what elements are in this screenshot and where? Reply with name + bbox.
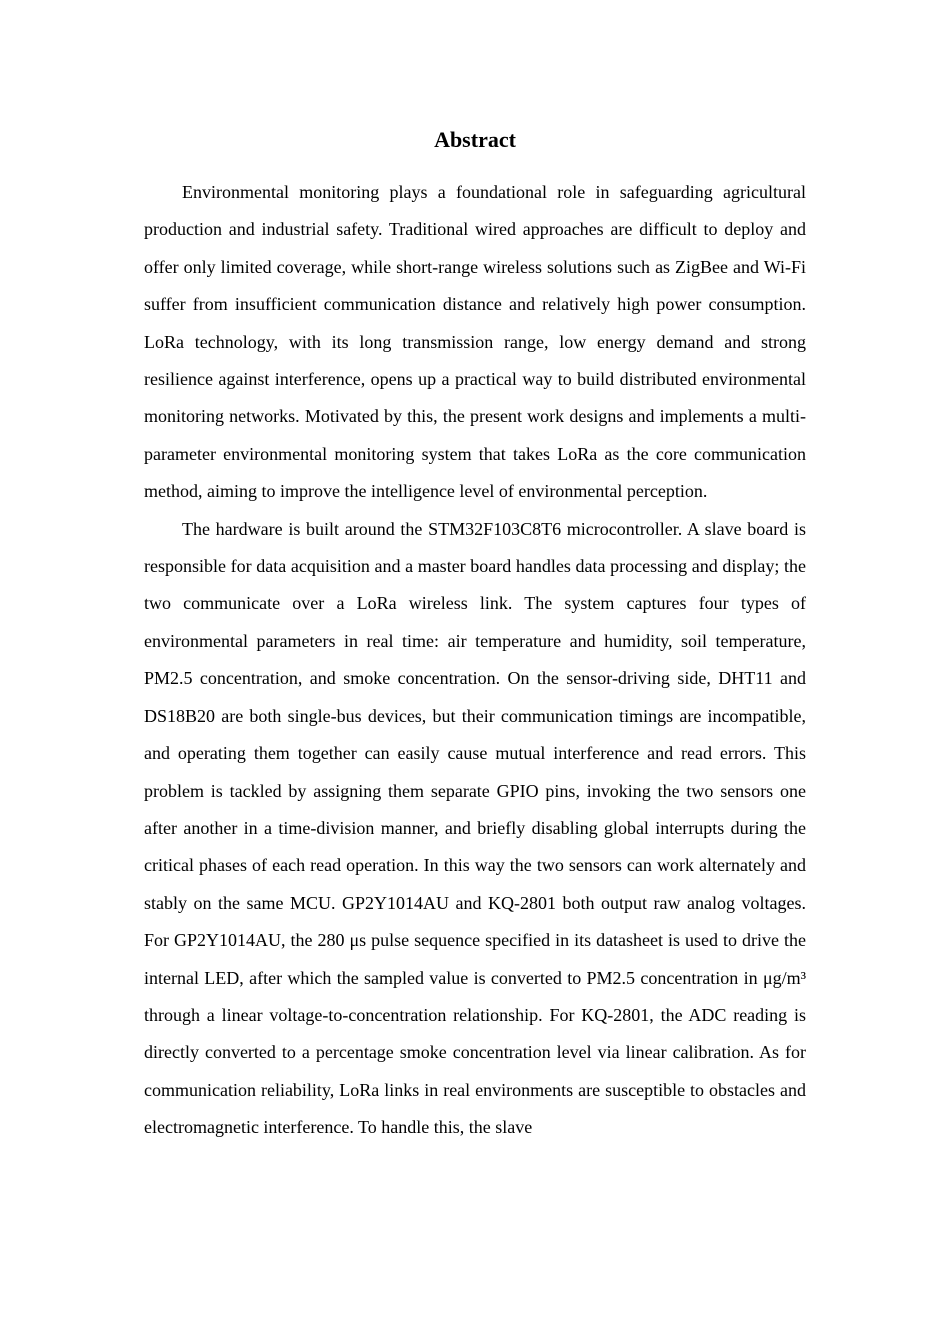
abstract-section: [144, 122, 806, 1147]
abstract-title: Abstract: [434, 127, 516, 152]
abstract-paragraph-2: The hardware is built around the STM32F103C8T6 microcontroller. A slave board is responsible for data acquisition and a master board handles data processing and display; the two communicate over a LoRa wireless link. The system captures four types of environmental parameters in real time: air temperature and humidity, soil temperature, PM2.5 concentration, and smoke concentration. On the sensor-driving side, DHT11 and DS18B20 are both single-bus devices, but their communication timings are incompatible, and operating them together can easily cause mutual interference and read errors. This problem is tackled by assigning them separate GPIO pins, invoking the two sensors one after another in a time-division manner, and briefly disabling global interrupts during the critical phases of each read operation. In this way the two sensors can work alternately and stably on the same MCU. GP2Y1014AU and KQ-2801 both output raw analog voltages. For GP2Y1014AU, the 280 μs pulse sequence specified in its datasheet is used to drive the internal LED, after which the sampled value is converted to PM2.5 concentration in μg/m³ through a linear voltage-to-concentration relationship. For KQ-2801, the ADC reading is directly converted to a percentage smoke concentration level via linear calibration. As for communication reliability, LoRa links in real environments are susceptible to obstacles and electromagnetic interference. To handle this, the slave: [144, 518, 806, 1138]
abstract-paragraph-1: Environmental monitoring plays a foundational role in safeguarding agricultural production and industrial safety. Traditional wired approaches are difficult to deploy and offer only limited coverage, while short-range wireless solutions such as ZigBee and Wi-Fi suffer from insufficient communication distance and relatively high power consumption. LoRa technology, with its long transmission range, low energy demand and strong resilience against interference, opens up a practical way to build distributed environmental monitoring networks. Motivated by this, the present work designs and implements a multi-parameter environmental monitoring system that takes LoRa as the core communication method, aiming to improve the intelligence level of environmental perception.: [144, 182, 806, 502]
